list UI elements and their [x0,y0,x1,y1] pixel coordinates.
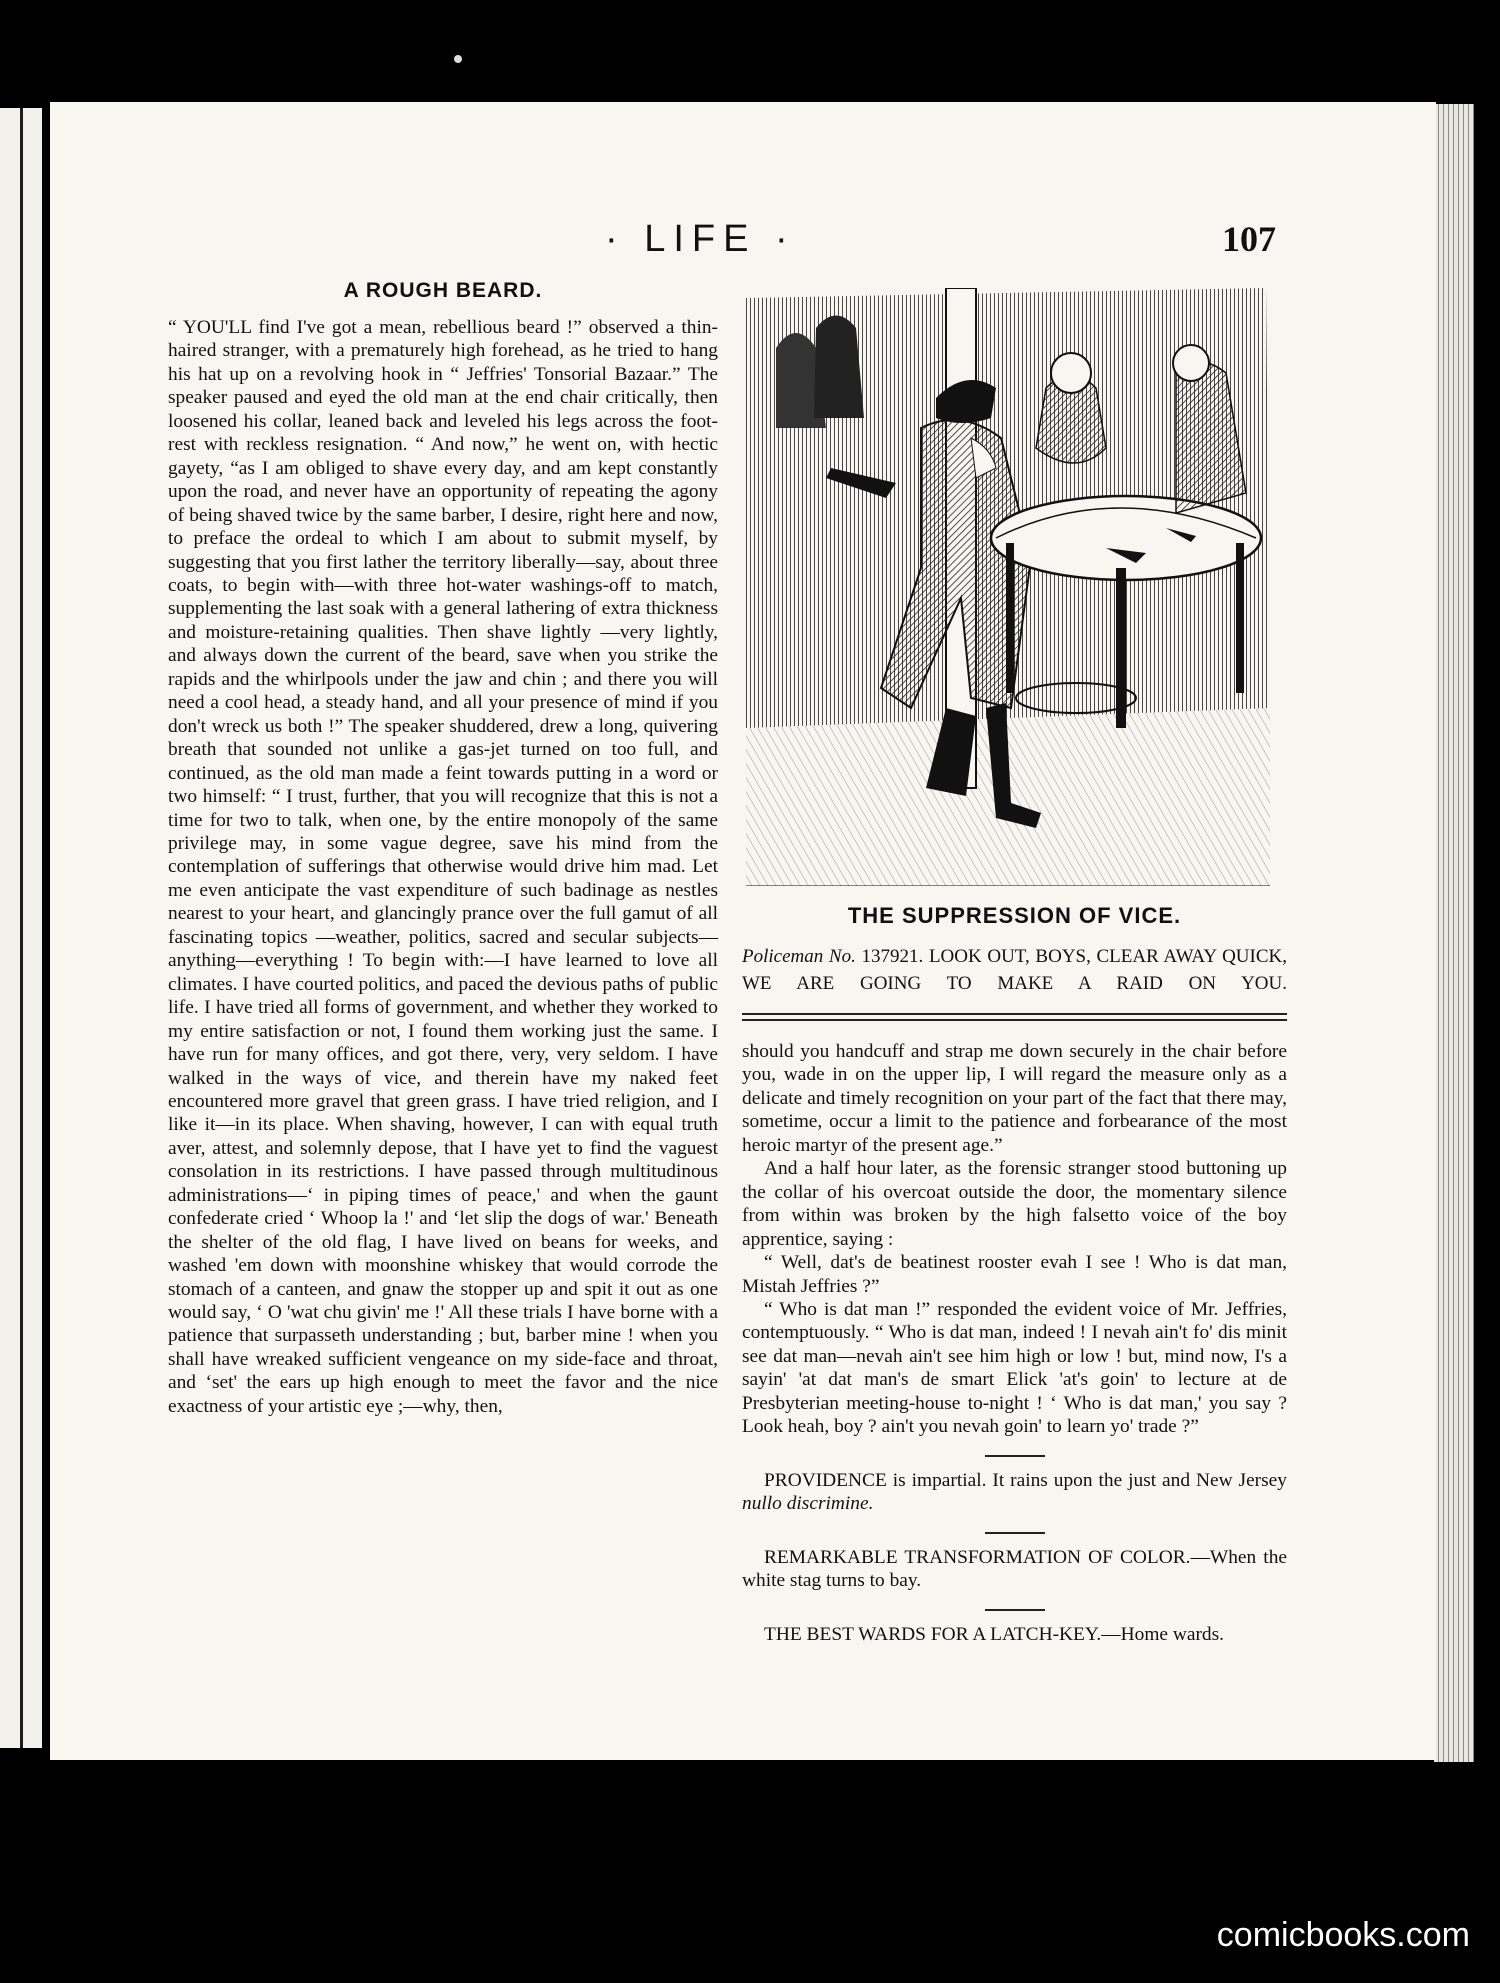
article-title: A ROUGH BEARD. [343,279,543,302]
short-rule [985,1455,1045,1457]
site-watermark: comicbooks.com [1216,1916,1470,1954]
article-paragraph: “ YOU'LL find I've got a mean, rebellious beard !” observed a thin-haired stranger, with a prematurely high forehead, as he tried to hang his hat up on a revolving hook in “ Jeffries' Tonsorial Bazaar.” The speaker paused and eyed the old man at the end chair critically, then loosened his collar, leaned back and leveled his legs across the foot-rest with reckless resignation. “ And now,” he went on, with hectic gayety, “as I am obliged to shave every day, and am kept constantly upon the road, and never have an opportunity of repeating the agony of being shaved twice by the same barber, I desire, right here and now, to preface the ordeal to which I am about to submit myself, by suggesting that you first lather the territory liberally—say, about three coats, to begin with—with three hot-water washings-off to match, supplementing the last soak with a general lathering of extra thickness and moisture-retaining qualities. Then shave lightly —very lightly, and always down the current of the beard, save when you strike the rapids and the whirlpools under the jaw and chin ; and there you will need a cool head, a steady hand, and all your presence of mind if you don't wreck us both !” The speaker shuddered, drew a long, quivering breath that sounded not unlike a gas-jet turned on too full, and continued, as the old man made a feint towards putting in a word or two himself: “ I trust, further, that you will recognize that this is not a time for two to talk, when one, by the entire monopoly of the same privilege may, in some vague degree, save his mind from the contemplation of sufferings that otherwise would drive him mad. Let me even anticipate the vast expenditure of such badinage as nestles nearest to your heart, and glancingly prance over the full gamut of all fascinating topics —weather, politics, sacred and secular subjects—anything—everything ! To begin with:—I have learned to love all climates. I have courted politics, and paced the devious paths of public life. I have tried all forms of government, and whether they worked to my entire satisfaction or not, I found them working just the same. I have run for many offices, and got there, very, very seldom. I have walked in the ways of vice, and therein have my naked feet encountered more gravel that green grass. I have tried religion, and I like it—in its place. When shaving, however, I can with equal truth aver, attest, and solemnly depose, that I have yet to find the vaguest consolation in its restrictions. I have passed through multitudinous administrations—‘ in piping times of peace,' and when the gaunt confederate cried ‘ Whoop la !' and ‘let slip the dogs of war.' Beneath the shelter of the old flag, I have lived on beans for weeks, and washed 'em down with moonshine whiskey that would corrode the stomach of a canteen, and gnaw the stopper up and spit it out as one would say, ‘ O 'wat chu givin' me !' All these trials I have borne with a patience that surpasseth understanding ; but, barber mine ! when you shall have wreaked sufficient vengeance on my side-face and throat, and ‘set' the ears up high enough to meet the favor and the nice exactness of your artistic eye ;—why, then, [168,317,718,1417]
article-paragraph: should you handcuff and strap me down securely in the chair before you, wade in on the upper lip, I will regard the measure only as a delicate and timely recognition on your part of the fact that there may, sometime, occur a limit to the patience and forbearance of the most heroic martyr of the present age.” [742,1041,1287,1156]
squib-italic: nullo discrimine. [742,1493,874,1515]
section-divider [742,1013,1287,1021]
page-stack-edges [1434,104,1474,1762]
cartoon-illustration [746,288,1270,886]
caption-speaker: Policeman No. [742,946,856,967]
cartoon-caption-title: THE SUPPRESSION OF VICE. [847,903,1182,928]
running-title: · LIFE · [605,218,796,260]
squib-text: —Home wards. [1101,1623,1225,1645]
squib-paragraph [742,1623,1287,1646]
squib-text: —When the white stag turns to bay. [742,1546,1287,1592]
squib-lead: REMARKABLE TRANSFORMATION OF COLOR. [764,1546,1191,1568]
squib-paragraph [742,1546,1287,1593]
article-paragraph: “ Well, dat's de beatinest rooster evah I see ! Who is dat man, Mistah Jeffries ?” [742,1252,1287,1297]
page-header [0,218,1500,268]
short-rule [985,1609,1045,1611]
caption-number: 137921. [861,946,924,967]
article-paragraph: And a half hour later, as the forensic stranger stood buttoning up the collar of his overcoat outside the door, the momentary silence from within was broken by the high falsetto voice of the boy apprentice, saying : [742,1158,1287,1250]
scan-speck [454,55,462,63]
squib-text: is impartial. It rains upon the just and New Jersey [886,1469,1287,1491]
article-paragraph: “ Who is dat man !” responded the evident voice of Mr. Jeffries, contemptuously. “ Who is dat man, indeed ! I nevah ain't fo' dis minit see dat man—nevah ain't see him high or low ! but, mind now, I's a sayin' 'at dat man's de smart Elick 'at's goin' to lecture at de Presbyterian meeting-house to-night ! ‘ Who is dat man,' you say ? Look heah, boy ? ain't you nevah goin' to learn yo' trade ?” [742,1298,1287,1438]
policeman-raid-engraving [746,288,1270,886]
page-number: 107 [1222,219,1276,259]
caption-text: LOOK OUT, BOYS, CLEAR AWAY QUICK, WE ARE GOING TO MAKE A RAID ON YOU. [742,946,1288,994]
squib-lead: THE BEST WARDS FOR A LATCH-KEY. [764,1623,1102,1645]
page-gutter-shadow [20,108,23,1748]
squib-paragraph [742,1469,1287,1516]
squib-lead: PROVIDENCE [764,1469,887,1491]
article-column-left [168,316,718,1418]
cartoon-caption [742,943,1287,997]
article-column-right [742,1040,1287,1646]
short-rule [985,1532,1045,1534]
